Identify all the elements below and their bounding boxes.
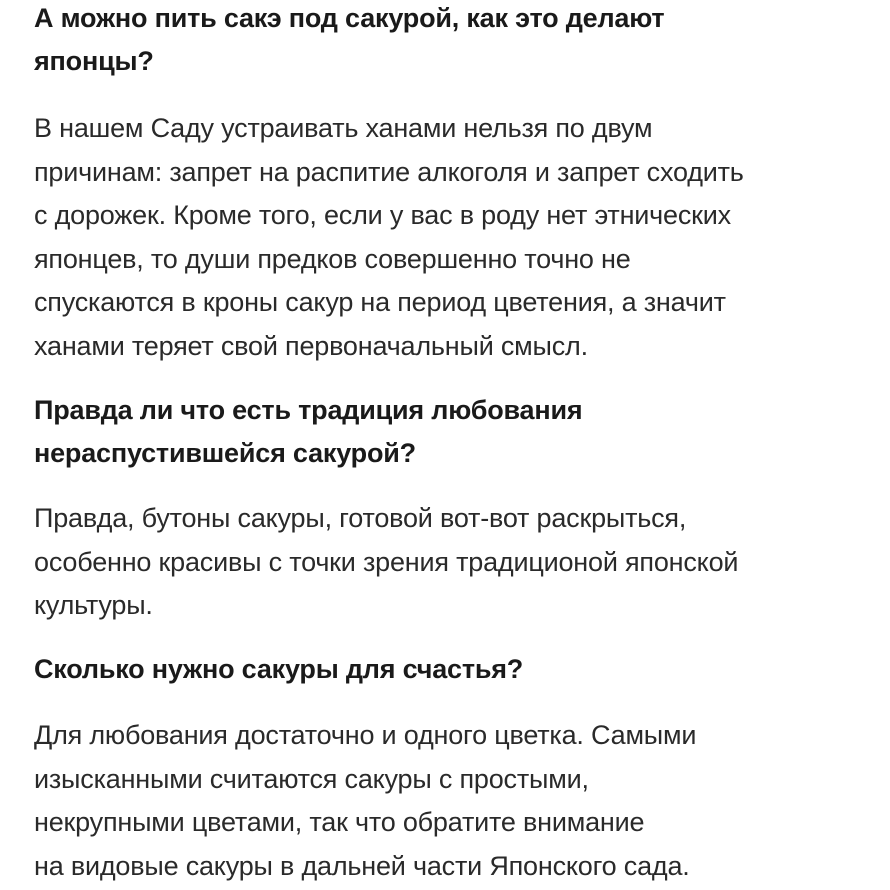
answer-line: изысканными считаются сакуры с простыми, bbox=[34, 763, 589, 794]
faq-answer bbox=[34, 714, 696, 888]
faq-question bbox=[34, 389, 582, 475]
answer-line: Для любования достаточно и одного цветка. Самыми bbox=[34, 720, 697, 750]
answer-line: спускаются в кроны сакур на период цветения, а значит bbox=[34, 287, 726, 317]
faq-question bbox=[34, 648, 523, 691]
faq-answer bbox=[34, 107, 744, 368]
answer-line: особенно красивы с точки зрения традиционой японской bbox=[34, 546, 739, 577]
answer-line: с дорожек. Кроме того, если у вас в роду нет этнических bbox=[34, 200, 731, 230]
question-line: Сколько нужно сакуры для счастья? bbox=[34, 654, 524, 684]
answer-line: причинам: запрет на распитие алкоголя и запрет сходить bbox=[34, 156, 744, 187]
question-line: А можно пить сакэ под сакурой, как это делают bbox=[34, 3, 665, 33]
answer-line: В нашем Саду устраивать ханами нельзя по двум bbox=[34, 113, 653, 143]
answer-line: Правда, бутоны сакуры, готовой вот-вот раскрыться, bbox=[34, 503, 687, 533]
question-line: Правда ли что есть традиция любования bbox=[34, 395, 583, 425]
question-line: японцы? bbox=[34, 46, 154, 76]
faq-answer bbox=[34, 497, 738, 628]
answer-line: некрупными цветами, так что обратите внимание bbox=[34, 807, 645, 837]
answer-line: на видовые сакуры в дальней части Японского сада. bbox=[34, 850, 690, 881]
faq-question bbox=[34, 0, 664, 83]
answer-line: культуры. bbox=[34, 590, 153, 620]
answer-line: японцев, то души предков совершенно точно не bbox=[34, 243, 631, 274]
question-line: нераспустившейся сакурой? bbox=[34, 438, 416, 468]
answer-line: ханами теряет свой первоначальный смысл. bbox=[34, 330, 588, 361]
